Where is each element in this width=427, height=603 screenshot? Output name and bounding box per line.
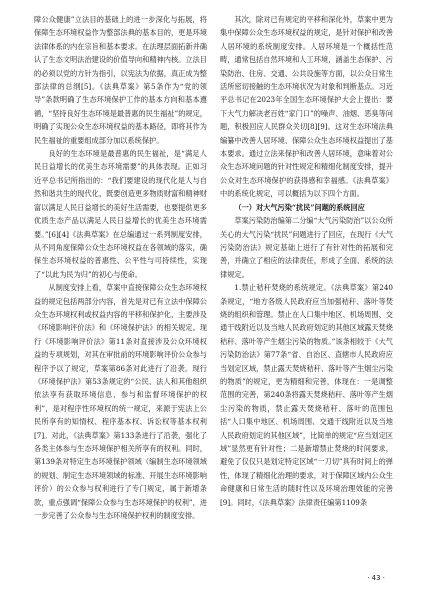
right-paragraph-1: 其次，除对已有规定的平移和深化外，草案中更为集中保障公众生态环境权益的规定，是针对保护和改善人居环境的系统制度安排。人居环境是一个概括性范畴，通常包括自然环境和人工环境，涵盖生态保护、污染防治、住房、交通、公共设施等方面，以公众日常生活所密切接触的生态环境状况为对象和判断基点。习近平总书记在2023年全国生态环境保护大会上提出：要下大气力解决老百姓“家门口”的噪声、油烟、恶臭等问题，积极回应人民群众关切[8][9]。这对生态环境法典编纂中改善人居环境、保障公众生态环境权益提出了基本要求。通过立法来保护和改善人居环境，意味着对公众生态环境问题的针对性规定和精细化制度安排，提升公众对生态环境保护的获得感和幸福感。《法典草案》中的系统化规定，可以概括为以下四个方面。 (220, 15, 393, 199)
right-paragraph-3: 1.禁止秸秆焚烧的系统规定。《法典草案》第240条规定，“地方各级人民政府应当加强秸秆、落叶等焚烧的组织和管理。禁止在人口集中地区、机场周围、交通干线附近以及当地人民政府划定的其他区域露天焚烧秸秆、落叶等产生烟尘污染的物质。”该条相较于《大气污染防治法》第77条“省、自治区、直辖市人民政府应当划定区域，禁止露天焚烧秸秆、落叶等产生烟尘污染的物质”的规定，更为精细和完善，体现在：一是调整范围的完善，第240条将露天焚烧秸秆、落叶等产生烟尘污染的物质，禁止露天焚烧秸秆、落叶的范围包括“人口集中地区、机场周围、交通干线附近以及当地人民政府划定的其他区域”，比简单的规定“应当划定区域”显然更有针对性；二是新增禁止焚烧的时间要求，避免了仅仅只是划定特定区域“一刀切”具有时间上的弹性，体现了精细化治理的要求，对于保障区域内公众生命健康和日常生活的随时性以及环境治理效能的完善[9]。同时，《法典草案》法律责任编第1109条 (220, 283, 393, 507)
left-paragraph-1: 障公众健康”立法目的基础上的进一步深化与拓展，将保障生态环境权益作为整部法典的基本目的，更是环境法律体系的内在宗旨和基本要求。在法理层面拓新并确认了生态文明法治建设的价值导向和精神内核。立法目的必须以党的方针为指引，以宪法为依据，真正成为整部法律的总纲[5]。《法典草案》第5条作为“党的领导”条款明确了生态环境保护工作的基本方向和基本遵循，“坚持良好生态环境是最普惠的民生福祉”的规定，明确了实现公众生态环境权益的基本路径，即将其作为民生福祉的重要组成部分加以系统保护。 (34, 15, 207, 145)
left-paragraph-2: 良好的生态环境是最普惠的民生福祉，是“满足人民日益增长的优美生态环境需要”的具体表现。正如习近平总书记所指出的：“我们要建设的现代化是人与自然和谐共生的现代化，既要创造更多物质财富和精神财富以满足人民日益增长的美好生活需要，也要提供更多优质生态产品以满足人民日益增长的优美生态环境需要。”[6][4]《法典草案》在总编通过一系列制度安排，从不同角度保障公众生态环境权益在各领域的落实，确保生态环境权益的普惠性、公平性与可持续性，实现了“以此为民为归”的初心与使命。 (34, 149, 207, 279)
section-heading: （一）对大气污染“扰民”问题的系统回应 (234, 202, 365, 212)
page-number: · 43 · (367, 574, 385, 582)
right-paragraph-2: 草案污染防治编第二分编“大气污染防治”以公众所关心的大气污染“扰民”问题进行了回应，在现行《大气污染防治法》规定基础上进行了有针对性的拓展和完善，并确立了相应的法律责任，形成了全面、系统的法律规定。 (220, 216, 393, 279)
right-column (220, 13, 393, 509)
left-paragraph-3: 从制度安排上看，草案中直接保障公众生态环境权益的规定包括两部分内容，首先是对已有立法中保障公众生态环境权利或权益内容的平移和保护化，主要涉及《环境影响评价法》和《环境保护法》的相关规定。现行《环境影响评价法》第11条对直接涉及公众环境权益的专项规划，对其在审批前的环境影响评价公众参与程序予以了规定，草案第86条对此进行了沿袭。现行《环境保护法》第53条规定的“公民、法人和其他组织依法享有获取环境信息、参与和监督环境保护的权利”，是对程序性环境权的统一规定，来源于宪法上公民所享有的知情权、程序基本权、诉讼权等基本权利[7]。对此，《法典草案》第133条进行了沿袭，强化了各类主体参与生态环境保护相关所享有的权利。同时，第139条对特定生态环境保护领域（编制生态环境领域的规划、制定生态环境领域的标准、开展生态环境影响评价）的公众参与权利进行了专门规定，属于新增条款，重点强调“保障公众参与生态环境保护的权利”，进一步完善了公众参与生态环境保护权利的制度安排。 (34, 283, 207, 521)
left-column (34, 13, 207, 522)
text-columns (34, 13, 393, 522)
